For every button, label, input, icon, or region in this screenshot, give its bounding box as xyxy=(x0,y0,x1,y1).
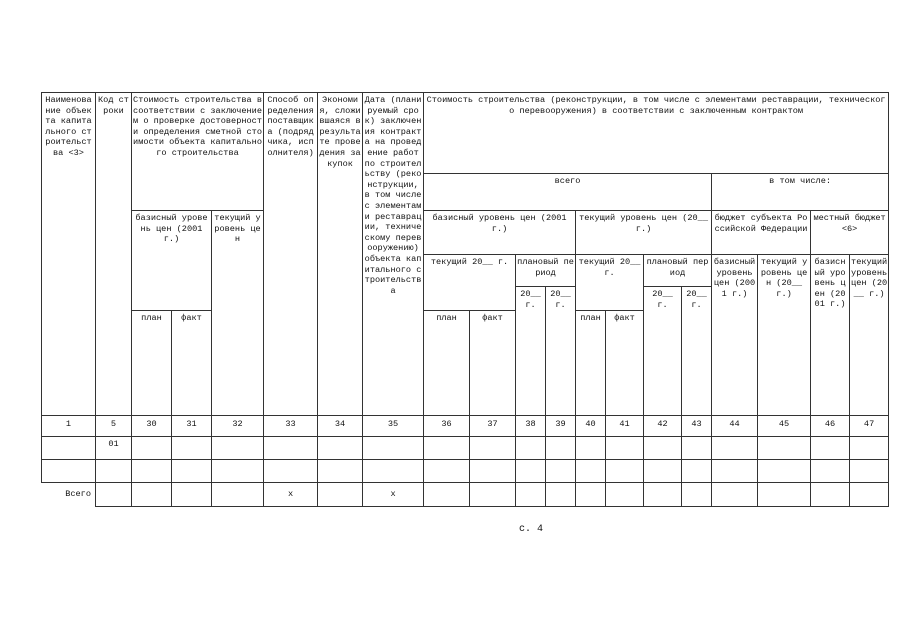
col-num: 33 xyxy=(264,416,318,437)
header-plan-40: план xyxy=(576,311,606,416)
header-current-level-contract: текущий уровень цен (20__ г.) xyxy=(576,211,712,255)
header-current-level-expertise: текущий уровень цен xyxy=(212,211,264,416)
col-num: 41 xyxy=(606,416,644,437)
header-current-20-b: текущий 20__ г. xyxy=(576,255,644,311)
header-including: в том числе: xyxy=(712,174,889,211)
col-num: 37 xyxy=(470,416,516,437)
col-num: 47 xyxy=(850,416,889,437)
col-num: 31 xyxy=(172,416,212,437)
header-fact-41: факт xyxy=(606,311,644,416)
header-cost-contract: Стоимость строительства (реконструкции, в том числе с элементами реставрации, технического перевооружения) в соответствии с заключенным контрактом xyxy=(424,93,889,174)
header-plan-30: план xyxy=(132,311,172,416)
col-num: 40 xyxy=(576,416,606,437)
column-numbers-row xyxy=(42,416,889,437)
col-num: 30 xyxy=(132,416,172,437)
header-name: Наименование объекта капитального строительства <3> xyxy=(42,93,96,416)
header-plan-36: план xyxy=(424,311,470,416)
page-number: с. 4 xyxy=(519,524,544,535)
col-num: 42 xyxy=(644,416,682,437)
header-local-current: текущий уровень цен (20__ г.) xyxy=(850,255,889,416)
col-num: 46 xyxy=(811,416,850,437)
header-base-level-contract: базисный уровень цен (2001 г.) xyxy=(424,211,576,255)
col-num: 39 xyxy=(546,416,576,437)
header-year-42: 20__ г. xyxy=(644,287,682,416)
header-base-level-expertise: базисный уровень цен (2001 г.) xyxy=(132,211,212,311)
col-num: 5 xyxy=(96,416,132,437)
total-method: x xyxy=(264,483,318,507)
total-label: Всего xyxy=(42,483,96,507)
header-method: Способ определения поставщика (подрядчика, исполнителя) xyxy=(264,93,318,416)
col-num: 38 xyxy=(516,416,546,437)
table-row xyxy=(42,460,889,483)
header-code: Код строки xyxy=(96,93,132,416)
col-num: 32 xyxy=(212,416,264,437)
col-num: 45 xyxy=(758,416,811,437)
col-num: 1 xyxy=(42,416,96,437)
table-row xyxy=(42,437,889,460)
header-total: всего xyxy=(424,174,712,211)
header-fact-31: факт xyxy=(172,311,212,416)
total-date: x xyxy=(363,483,424,507)
header-current-20-a: текущий 20__ г. xyxy=(424,255,516,311)
header-local-base: базисный уровень цен (2001 г.) xyxy=(811,255,850,416)
header-fact-37: факт xyxy=(470,311,516,416)
header-savings: Экономия, сложившаяся в результате проведения закупок xyxy=(318,93,363,416)
col-num: 35 xyxy=(363,416,424,437)
header-plan-period-a: плановый период xyxy=(516,255,576,287)
total-row xyxy=(42,483,889,507)
col-num: 36 xyxy=(424,416,470,437)
header-regional-budget: бюджет субъекта Российской Федерации xyxy=(712,211,811,255)
col-num: 43 xyxy=(682,416,712,437)
header-regional-current: текущий уровень цен (20__ г.) xyxy=(758,255,811,416)
header-local-budget: местный бюджет <6> xyxy=(811,211,889,255)
row-code: 01 xyxy=(96,437,132,460)
header-year-43: 20__ г. xyxy=(682,287,712,416)
header-cost-expertise: Стоимость строительства в соответствии с заключением о проверке достоверности определения сметной стоимости объекта капитального строительства xyxy=(132,93,264,211)
col-num: 34 xyxy=(318,416,363,437)
header-regional-base: базисный уровень цен (2001 г.) xyxy=(712,255,758,416)
header-plan-period-b: плановый период xyxy=(644,255,712,287)
report-table xyxy=(41,92,889,507)
header-date: Дата (планируемый срок) заключения контракта на проведение работ по строительству (реконструкции, в том числе с элементами реставрации, техническому перевооружению) объекта капитального строительства xyxy=(363,93,424,416)
header-year-39: 20__ г. xyxy=(546,287,576,416)
col-num: 44 xyxy=(712,416,758,437)
header-year-38: 20__ г. xyxy=(516,287,546,416)
